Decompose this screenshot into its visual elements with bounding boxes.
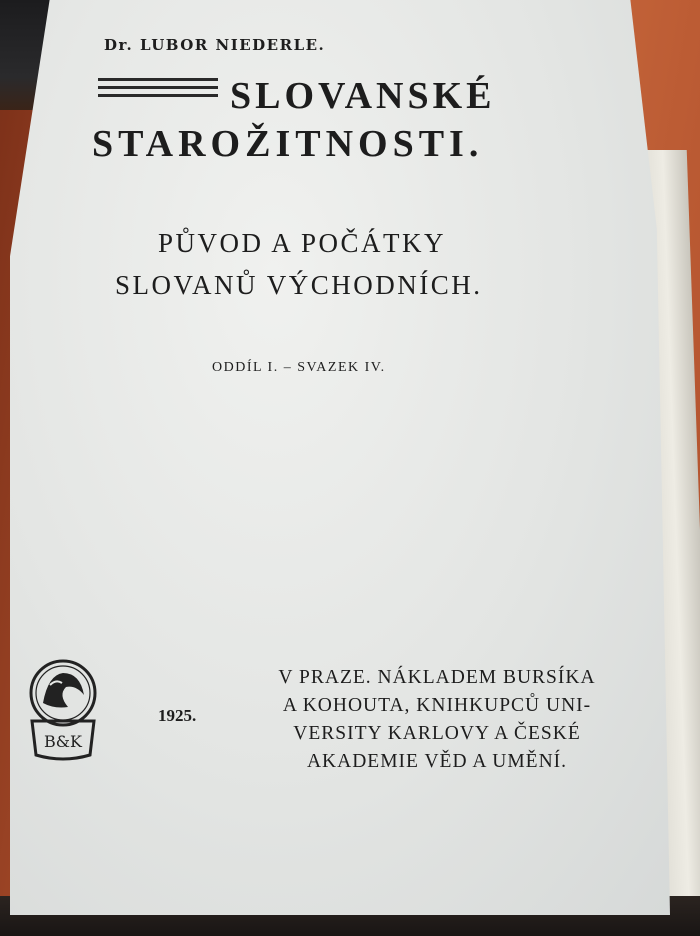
- publisher-imprint: [262, 664, 612, 776]
- publication-year: 1925.: [158, 706, 197, 725]
- publisher-line-1: V PRAZE. NÁKLADEM BURSÍKA: [278, 667, 596, 688]
- publisher-line-3: VERSITY KARLOVY A ČESKÉ: [293, 723, 581, 744]
- publisher-line-4: AKADEMIE VĚD A UMĚNÍ.: [306, 751, 568, 772]
- author-name: Dr. LUBOR NIEDERLE.: [104, 36, 326, 54]
- publisher-logo-icon: [18, 655, 108, 765]
- subtitle-line-1: PŮVOD A POČÁTKY: [158, 228, 447, 258]
- logo-monogram-text: B&K: [44, 732, 82, 751]
- publisher-line-2: A KOHOUTA, KNIHKUPCŮ UNI-: [282, 695, 592, 716]
- title-line-1: SLOVANSKÉ: [230, 75, 496, 117]
- title-decorative-rules: [98, 78, 218, 108]
- title-line-2: STAROŽITNOSTI.: [92, 123, 484, 165]
- section-volume-label: ODDÍL I. – SVAZEK IV.: [212, 360, 386, 375]
- subtitle-line-2: SLOVANŮ VÝCHODNÍCH.: [115, 270, 483, 300]
